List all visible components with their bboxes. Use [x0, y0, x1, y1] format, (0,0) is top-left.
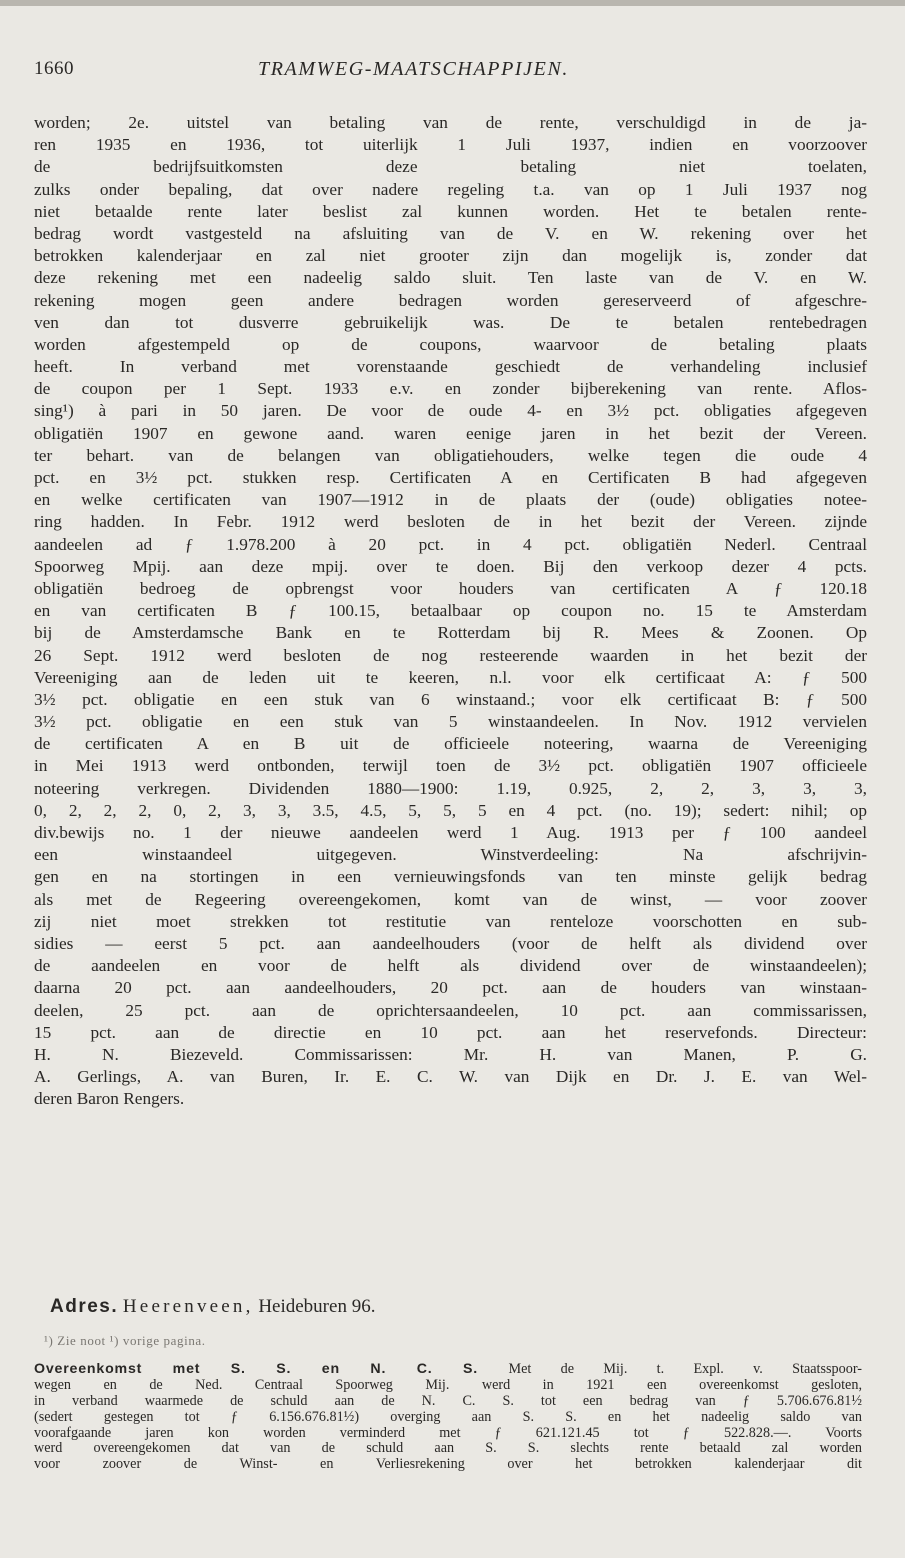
text-line: 3½ pct. obligatie en een stuk van 5 winstaandeelen. In Nov. 1912 vervielen: [34, 712, 867, 732]
text-line: worden; 2e. uitstel van betaling van de rente, verschuldigd in de ja-: [34, 113, 867, 132]
text-line: zij niet moet strekken tot restitutie van renteloze voorschotten en sub-: [34, 911, 867, 931]
text-line: A. Gerlings, A. van Buren, Ir. E. C. W. van Dijk en Dr. J. E. van Wel-: [34, 1067, 867, 1087]
text-line: noteering verkregen. Dividenden 1880—1900: 1.19, 0.925, 2, 2, 3, 3, 3,: [34, 778, 867, 798]
text-line: en van certificaten B ƒ 100.15, betaalbaar op coupon no. 15 te Amsterdam: [34, 601, 867, 621]
text-line: deelen, 25 pct. aan de oprichtersaandeelen, 10 pct. aan commissarissen,: [34, 1000, 867, 1020]
text-line: en welke certificaten van 1907—1912 in de plaats der (oude) obligaties notee-: [34, 490, 867, 510]
text-line: gen en na stortingen in een vernieuwingsfonds van ten minste gelijk bedrag: [34, 867, 867, 887]
page-header: [34, 58, 872, 88]
text-line: H. N. Biezeveld. Commissarissen: Mr. H. van Manen, P. G.: [34, 1044, 867, 1064]
text-line: pct. en 3½ pct. stukken resp. Certificaten A en Certificaten B had afgegeven: [34, 468, 867, 487]
text-line: de coupon per 1 Sept. 1933 e.v. en zonder bijberekening van rente. Aflos-: [34, 379, 867, 399]
text-line: 0, 2, 2, 2, 0, 2, 3, 3, 3.5, 4.5, 5, 5, 5 en 4 pct. (no. 19); sedert: nihil; op: [34, 800, 867, 820]
address-place: Heerenveen,: [122, 1296, 254, 1317]
address-street: Heideburen 96.: [258, 1296, 376, 1317]
text-line: heeft. In verband met vorenstaande geschiedt de verhandeling inclusief: [34, 357, 867, 377]
text-line: betrokken kalenderjaar en zal niet grooter zijn dan mogelijk is, zonder dat: [34, 246, 867, 266]
agreement-line: werd overeengekomen dat van de schuld aan S. S. slechts rente betaald zal worden: [34, 1441, 862, 1457]
footnote: ¹) Zie noot ¹) vorige pagina.: [44, 1333, 206, 1348]
agreement-line: in verband waarmede de schuld aan de N. C. S. tot een bedrag van ƒ 5.706.676.81½: [34, 1393, 862, 1409]
text-line: ren 1935 en 1936, tot uiterlijk 1 Juli 1937, indien en voorzoover: [34, 135, 867, 155]
agreement-line: voor zoover de Winst- en Verliesrekening over het betrokken kalenderjaar dit: [34, 1457, 862, 1473]
main-text: [34, 112, 867, 1110]
address-line: [50, 1296, 375, 1318]
text-line: aandeelen ad ƒ 1.978.200 à 20 pct. in 4 pct. obligatiën Nederl. Centraal: [34, 534, 867, 554]
text-line: sidies — eerst 5 pct. aan aandeelhouders (voor de helft als dividend over: [34, 933, 867, 953]
agreement-line: [34, 1362, 862, 1378]
text-line: zulks onder bepaling, dat over nadere regeling t.a. van op 1 Juli 1937 nog: [34, 179, 867, 199]
text-line: sing¹) à pari in 50 jaren. De voor de oude 4- en 3½ pct. obligaties afgegeven: [34, 401, 867, 421]
text-line: in Mei 1913 werd ontbonden, terwijl toen de 3½ pct. obligatiën 1907 officieele: [34, 756, 867, 776]
page-top-edge: [0, 0, 905, 6]
agreement-section: [34, 1362, 862, 1473]
text-line: de bedrijfsuitkomsten deze betaling niet toelaten,: [34, 157, 867, 177]
text-line: worden afgestempeld op de coupons, waarvoor de betaling plaats: [34, 334, 867, 354]
text-line: als met de Regeering overeengekomen, komt van de winst, — voor zoover: [34, 889, 867, 909]
text-line: obligatiën 1907 en gewone aand. waren eenige jaren in het bezit der Vereen.: [34, 423, 867, 443]
text-line: Vereeniging aan de leden uit te keeren, n.l. voor elk certificaat A: ƒ 500: [34, 667, 867, 687]
text-line: ven dan tot dusverre gebruikelijk was. De te betalen rentebedragen: [34, 312, 867, 332]
text-line: bedrag wordt vastgesteld na afsluiting van de V. en W. rekening over het: [34, 223, 867, 243]
text-line: bij de Amsterdamsche Bank en te Rotterdam bij R. Mees & Zoonen. Op: [34, 623, 867, 643]
running-title: TRAMWEG-MAATSCHAPPIJEN.: [258, 58, 569, 80]
agreement-line: (sedert gestegen tot ƒ 6.156.676.81½) overging aan S. S. en het nadeelig saldo van: [34, 1409, 862, 1425]
text-line: 26 Sept. 1912 werd besloten de nog resteerende waarden in het bezit der: [34, 645, 867, 665]
text-line: Spoorweg Mpij. aan deze mpij. over te doen. Bij den verkoop dezer 4 pcts.: [34, 556, 867, 576]
text-line: deren Baron Rengers.: [34, 1089, 185, 1109]
text-line: een winstaandeel uitgegeven. Winstverdeeling: Na afschrijvin-: [34, 845, 867, 865]
agreement-line: wegen en de Ned. Centraal Spoorweg Mij. werd in 1921 een overeenkomst gesloten,: [34, 1377, 862, 1393]
text-line: rekening mogen geen andere bedragen worden gereserveerd of afgeschre-: [34, 290, 867, 310]
page-number: 1660: [34, 58, 74, 79]
agreement-label: Overeenkomst met S. S. en N. C. S.: [34, 1362, 509, 1377]
text-line: niet betaalde rente later beslist zal kunnen worden. Het te betalen rente-: [34, 201, 867, 221]
text-line: ring hadden. In Febr. 1912 werd besloten de in het bezit der Vereen. zijnde: [34, 512, 867, 532]
address-label: Adres.: [50, 1296, 119, 1317]
text-line: obligatiën bedroeg de opbrengst voor houders van certificaten A ƒ 120.18: [34, 578, 867, 598]
text-line: deze rekening met een nadeelig saldo sluit. Ten laste van de V. en W.: [34, 268, 867, 288]
agreement-line: voorafgaande jaren kon worden verminderd met ƒ 621.121.45 tot ƒ 522.828.—. Voorts: [34, 1425, 862, 1441]
text-line: ter behart. van de belangen van obligatiehouders, welke tegen die oude 4: [34, 445, 867, 465]
text-line: 15 pct. aan de directie en 10 pct. aan het reservefonds. Directeur:: [34, 1022, 867, 1042]
agreement-line-text: Met de Mij. t. Expl. v. Staatsspoor-: [508, 1362, 862, 1377]
text-line: de aandeelen en voor de helft als dividend over de winstaandeelen);: [34, 956, 867, 976]
text-line: daarna 20 pct. aan aandeelhouders, 20 pct. aan de houders van winstaan-: [34, 978, 867, 998]
text-line: 3½ pct. obligatie en een stuk van 6 winstaand.; voor elk certificaat B: ƒ 500: [34, 689, 867, 709]
text-line: div.bewijs no. 1 der nieuwe aandeelen werd 1 Aug. 1913 per ƒ 100 aandeel: [34, 823, 867, 842]
text-line: de certificaten A en B uit de officieele noteering, waarna de Vereeniging: [34, 734, 867, 754]
